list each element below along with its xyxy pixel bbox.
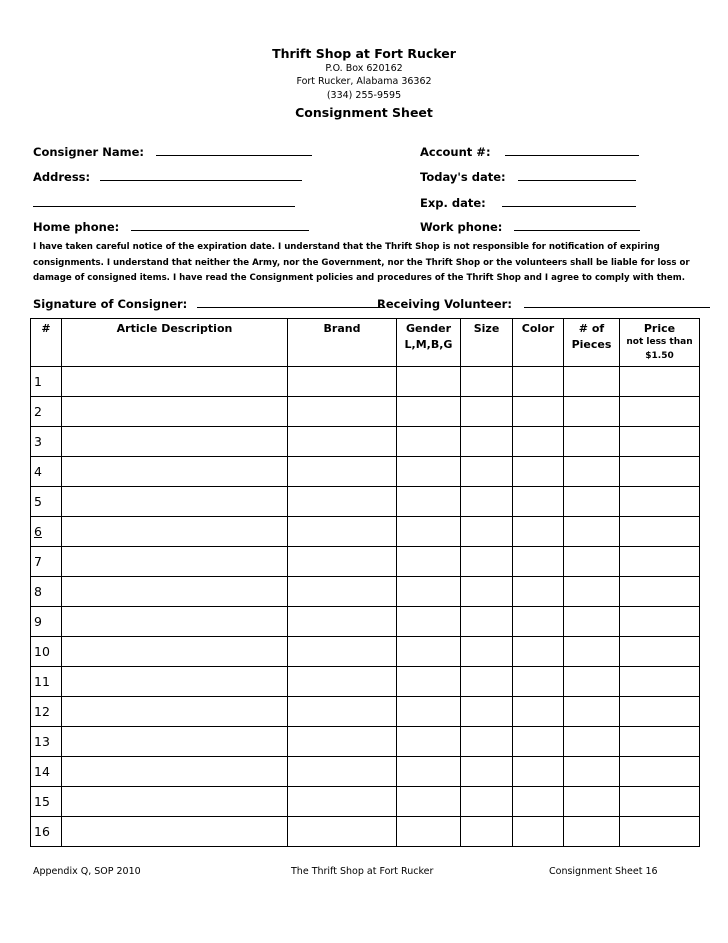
- table-row: [31, 457, 700, 487]
- brand-cell[interactable]: [288, 577, 397, 607]
- consigner-signature-line[interactable]: [197, 297, 385, 308]
- color-cell[interactable]: [513, 547, 564, 577]
- gender-cell[interactable]: [397, 427, 461, 457]
- description-cell[interactable]: [62, 697, 288, 727]
- gender-cell[interactable]: [397, 397, 461, 427]
- size-cell[interactable]: [461, 577, 513, 607]
- size-cell[interactable]: [461, 487, 513, 517]
- size-cell[interactable]: [461, 667, 513, 697]
- price-cell[interactable]: [620, 787, 700, 817]
- color-cell[interactable]: [513, 457, 564, 487]
- table-row: [31, 697, 700, 727]
- todays-date-row: [420, 170, 636, 184]
- color-cell[interactable]: [513, 637, 564, 667]
- price-cell[interactable]: [620, 757, 700, 787]
- home-phone-row: [33, 220, 309, 234]
- table-row: [31, 637, 700, 667]
- table-row: [31, 667, 700, 697]
- address-line-b[interactable]: [33, 196, 295, 207]
- table-header-row: [31, 319, 700, 367]
- brand-cell[interactable]: [288, 367, 397, 397]
- pieces-cell[interactable]: [564, 817, 620, 847]
- price-cell[interactable]: [620, 367, 700, 397]
- exp-date-label: Exp. date:: [420, 196, 486, 210]
- brand-cell[interactable]: [288, 607, 397, 637]
- row-number: 15: [31, 787, 62, 817]
- row-number: 11: [31, 667, 62, 697]
- gender-cell[interactable]: [397, 667, 461, 697]
- brand-cell[interactable]: [288, 487, 397, 517]
- description-cell[interactable]: [62, 547, 288, 577]
- work-phone-label: Work phone:: [420, 220, 503, 234]
- pieces-cell[interactable]: [564, 757, 620, 787]
- footer-appendix: Appendix Q, SOP 2010: [33, 866, 141, 877]
- price-cell[interactable]: [620, 397, 700, 427]
- price-cell[interactable]: [620, 697, 700, 727]
- todays-date-line[interactable]: [518, 170, 636, 181]
- header-gender-line2: L,M,B,G: [404, 338, 453, 351]
- description-cell[interactable]: [62, 817, 288, 847]
- address-line-1: P.O. Box 620162: [325, 63, 403, 74]
- brand-cell[interactable]: [288, 727, 397, 757]
- address-line-2: Fort Rucker, Alabama 36362: [296, 76, 432, 87]
- price-cell[interactable]: [620, 667, 700, 697]
- description-cell[interactable]: [62, 787, 288, 817]
- row-number: 2: [31, 397, 62, 427]
- size-cell[interactable]: [461, 517, 513, 547]
- row-number: 10: [31, 637, 62, 667]
- gender-cell[interactable]: [397, 757, 461, 787]
- description-cell[interactable]: [62, 577, 288, 607]
- color-cell[interactable]: [513, 577, 564, 607]
- brand-cell[interactable]: [288, 757, 397, 787]
- price-cell[interactable]: [620, 517, 700, 547]
- pieces-cell[interactable]: [564, 397, 620, 427]
- color-cell[interactable]: [513, 787, 564, 817]
- row-number: 6: [31, 517, 62, 547]
- color-cell[interactable]: [513, 757, 564, 787]
- description-cell[interactable]: [62, 607, 288, 637]
- gender-cell[interactable]: [397, 517, 461, 547]
- size-cell[interactable]: [461, 427, 513, 457]
- gender-cell[interactable]: [397, 367, 461, 397]
- consigner-signature-label: Signature of Consigner:: [33, 297, 188, 311]
- gender-cell[interactable]: [397, 697, 461, 727]
- home-phone-label: Home phone:: [33, 220, 120, 234]
- header-size: Size: [461, 319, 513, 367]
- exp-date-line[interactable]: [502, 196, 636, 207]
- table-row: [31, 817, 700, 847]
- header-brand: Brand: [288, 319, 397, 367]
- exp-date-row: [420, 196, 636, 210]
- description-cell[interactable]: [62, 457, 288, 487]
- brand-cell[interactable]: [288, 637, 397, 667]
- gender-cell[interactable]: [397, 607, 461, 637]
- header-price-line2: not less than: [626, 337, 693, 347]
- consigner-name-line[interactable]: [156, 145, 312, 156]
- color-cell[interactable]: [513, 817, 564, 847]
- address-row: [33, 170, 302, 184]
- price-cell[interactable]: [620, 577, 700, 607]
- consignment-notice: I have taken careful notice of the expiration date. I understand that the Thrift Shop is not responsible for notification of expiring consignments. I understand that neither the Army, nor the Government, nor the Thrift Shop or the volunteers shall be liable for loss or damage of consigned items. I have read the Consignment policies and procedures of the Thrift Shop and I agree to comply with them.: [33, 242, 690, 283]
- price-cell[interactable]: [620, 607, 700, 637]
- header-price: [620, 319, 700, 367]
- header-pieces: [564, 319, 620, 367]
- price-cell[interactable]: [620, 637, 700, 667]
- header-price-line1: Price: [643, 322, 676, 335]
- header-price-line3: $1.50: [645, 351, 674, 361]
- row-number: 12: [31, 697, 62, 727]
- gender-cell[interactable]: [397, 637, 461, 667]
- pieces-cell[interactable]: [564, 427, 620, 457]
- volunteer-signature-row: [377, 297, 710, 311]
- row-number: 16: [31, 817, 62, 847]
- price-cell[interactable]: [620, 727, 700, 757]
- color-cell[interactable]: [513, 607, 564, 637]
- sheet-subtitle: Consignment Sheet: [295, 105, 433, 120]
- color-cell[interactable]: [513, 667, 564, 697]
- table-row: [31, 517, 700, 547]
- table-row: [31, 577, 700, 607]
- page-title: Thrift Shop at Fort Rucker: [272, 46, 456, 61]
- consignment-items-table: [30, 318, 700, 847]
- price-cell[interactable]: [620, 817, 700, 847]
- pieces-cell[interactable]: [564, 697, 620, 727]
- account-line[interactable]: [505, 145, 639, 156]
- volunteer-signature-label: Receiving Volunteer:: [377, 297, 512, 311]
- footer-sheet-number: Consignment Sheet 16: [549, 866, 658, 877]
- pieces-cell[interactable]: [564, 727, 620, 757]
- header-color: Color: [513, 319, 564, 367]
- pieces-cell[interactable]: [564, 787, 620, 817]
- gender-cell[interactable]: [397, 577, 461, 607]
- consigner-name-row: [33, 145, 312, 159]
- row-number: 7: [31, 547, 62, 577]
- gender-cell[interactable]: [397, 547, 461, 577]
- row-number: 3: [31, 427, 62, 457]
- price-cell[interactable]: [620, 427, 700, 457]
- pieces-cell[interactable]: [564, 637, 620, 667]
- color-cell[interactable]: [513, 727, 564, 757]
- home-phone-line[interactable]: [131, 220, 309, 231]
- brand-cell[interactable]: [288, 427, 397, 457]
- pieces-cell[interactable]: [564, 547, 620, 577]
- header-gender-line1: Gender: [405, 322, 452, 335]
- size-cell[interactable]: [461, 457, 513, 487]
- price-cell[interactable]: [620, 487, 700, 517]
- gender-cell[interactable]: [397, 817, 461, 847]
- work-phone-row: [420, 220, 640, 234]
- pieces-cell[interactable]: [564, 667, 620, 697]
- todays-date-label: Today's date:: [420, 170, 506, 184]
- gender-cell[interactable]: [397, 457, 461, 487]
- gender-cell[interactable]: [397, 787, 461, 817]
- table-row: [31, 547, 700, 577]
- size-cell[interactable]: [461, 397, 513, 427]
- size-cell[interactable]: [461, 727, 513, 757]
- brand-cell[interactable]: [288, 397, 397, 427]
- color-cell[interactable]: [513, 697, 564, 727]
- brand-cell[interactable]: [288, 517, 397, 547]
- table-row: [31, 487, 700, 517]
- account-label: Account #:: [420, 145, 491, 159]
- header-gender: [397, 319, 461, 367]
- color-cell[interactable]: [513, 517, 564, 547]
- account-row: [420, 145, 639, 159]
- table-row: [31, 757, 700, 787]
- table-row: [31, 727, 700, 757]
- address-line-a[interactable]: [100, 170, 302, 181]
- color-cell[interactable]: [513, 487, 564, 517]
- pieces-cell[interactable]: [564, 487, 620, 517]
- size-cell[interactable]: [461, 757, 513, 787]
- description-cell[interactable]: [62, 727, 288, 757]
- size-cell[interactable]: [461, 607, 513, 637]
- size-cell[interactable]: [461, 817, 513, 847]
- table-row: [31, 397, 700, 427]
- size-cell[interactable]: [461, 367, 513, 397]
- brand-cell[interactable]: [288, 457, 397, 487]
- size-cell[interactable]: [461, 697, 513, 727]
- table-row: [31, 367, 700, 397]
- pieces-cell[interactable]: [564, 517, 620, 547]
- consigner-name-label: Consigner Name:: [33, 145, 144, 159]
- phone-number: (334) 255-9595: [326, 90, 402, 101]
- color-cell[interactable]: [513, 367, 564, 397]
- description-cell[interactable]: [62, 397, 288, 427]
- footer-shop-name: The Thrift Shop at Fort Rucker: [291, 866, 434, 877]
- gender-cell[interactable]: [397, 487, 461, 517]
- header-description: Article Description: [62, 319, 288, 367]
- header-pieces-line2: Pieces: [571, 338, 612, 351]
- price-cell[interactable]: [620, 547, 700, 577]
- row-number: 1: [31, 367, 62, 397]
- description-cell[interactable]: [62, 757, 288, 787]
- brand-cell[interactable]: [288, 697, 397, 727]
- brand-cell[interactable]: [288, 787, 397, 817]
- row-number: 8: [31, 577, 62, 607]
- size-cell[interactable]: [461, 787, 513, 817]
- row-number: 4: [31, 457, 62, 487]
- volunteer-signature-line[interactable]: [524, 297, 710, 308]
- brand-cell[interactable]: [288, 817, 397, 847]
- row-number: 14: [31, 757, 62, 787]
- color-cell[interactable]: [513, 397, 564, 427]
- row-number: 5: [31, 487, 62, 517]
- description-cell[interactable]: [62, 487, 288, 517]
- brand-cell[interactable]: [288, 667, 397, 697]
- color-cell[interactable]: [513, 427, 564, 457]
- consigner-signature-row: [33, 297, 385, 311]
- size-cell[interactable]: [461, 637, 513, 667]
- brand-cell[interactable]: [288, 547, 397, 577]
- gender-cell[interactable]: [397, 727, 461, 757]
- header-num: #: [31, 319, 62, 367]
- header-pieces-line1: # of: [578, 322, 605, 335]
- pieces-cell[interactable]: [564, 367, 620, 397]
- size-cell[interactable]: [461, 547, 513, 577]
- row-number: 9: [31, 607, 62, 637]
- row-number: 13: [31, 727, 62, 757]
- address-label: Address:: [33, 170, 91, 184]
- address-row-2: [33, 196, 295, 210]
- pieces-cell[interactable]: [564, 577, 620, 607]
- description-cell[interactable]: [62, 367, 288, 397]
- pieces-cell[interactable]: [564, 457, 620, 487]
- description-cell[interactable]: [62, 667, 288, 697]
- table-row: [31, 787, 700, 817]
- table-row: [31, 607, 700, 637]
- work-phone-line[interactable]: [514, 220, 640, 231]
- price-cell[interactable]: [620, 457, 700, 487]
- table-row: [31, 427, 700, 457]
- description-cell[interactable]: [62, 637, 288, 667]
- description-cell[interactable]: [62, 517, 288, 547]
- description-cell[interactable]: [62, 427, 288, 457]
- pieces-cell[interactable]: [564, 607, 620, 637]
